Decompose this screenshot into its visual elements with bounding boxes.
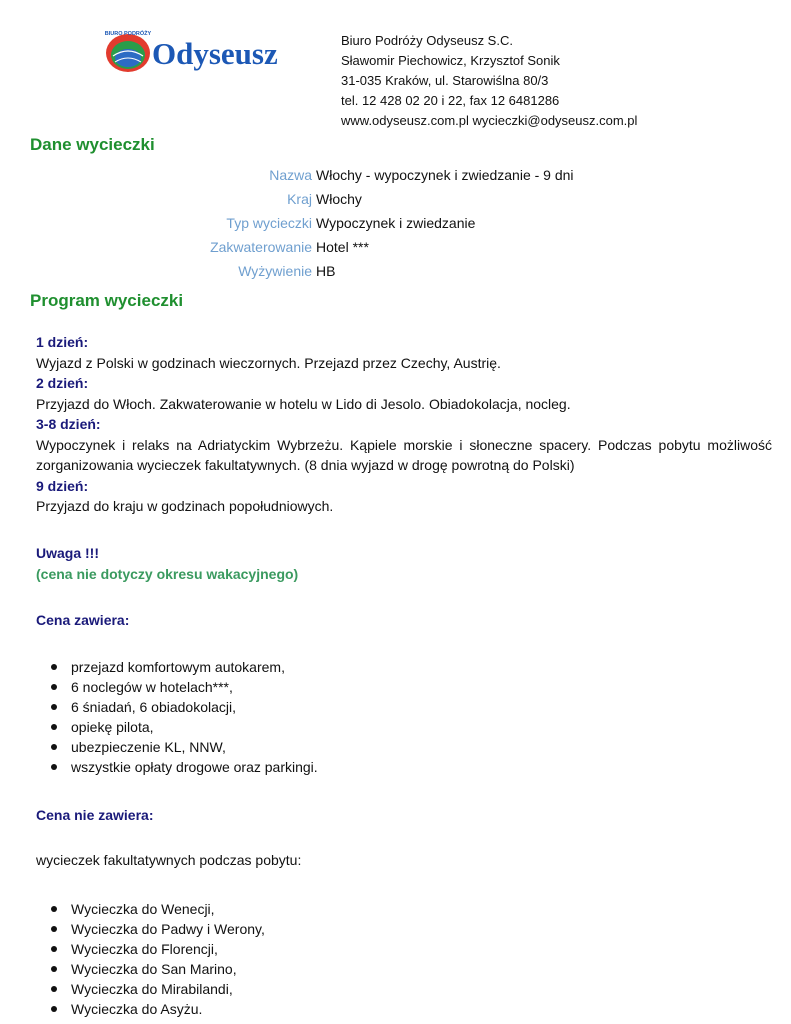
odyseusz-logo	[104, 26, 304, 78]
details-label: Nazwa	[269, 167, 312, 183]
excludes-list	[36, 899, 265, 1019]
details-label: Wyżywienie	[238, 263, 312, 279]
details-label: Zakwaterowanie	[210, 239, 312, 255]
day-text: Wyjazd z Polski w godzinach wieczornych. Przejazd przez Czechy, Austrię.	[36, 354, 501, 371]
price-warning	[36, 543, 298, 585]
list-item: Wycieczka do Wenecji,	[36, 899, 265, 919]
logo-graphic	[104, 26, 304, 78]
warning-note: (cena nie dotyczy okresu wakacyjnego)	[36, 566, 299, 582]
day-text: Przyjazd do Włoch. Zakwaterowanie w hotelu w Lido di Jesolo. Obiadokolacja, nocleg.	[36, 395, 571, 412]
day-title: 9 dzień:	[36, 477, 89, 494]
list-item: Wycieczka do Padwy i Werony,	[36, 919, 265, 939]
details-table	[30, 163, 650, 283]
details-row-country	[30, 187, 650, 211]
program-heading: Program wycieczki	[30, 291, 184, 310]
company-web-email[interactable]: www.odyseusz.com.pl wycieczki@odyseusz.com.pl	[341, 113, 638, 128]
includes-list	[36, 657, 318, 777]
details-row-board	[30, 259, 650, 283]
list-item: opiekę pilota,	[36, 717, 318, 737]
list-item: Wycieczka do Asyżu.	[36, 999, 265, 1019]
list-item: Wycieczka do Florencji,	[36, 939, 265, 959]
company-info	[341, 31, 637, 131]
svg-text:Odyseusz: Odyseusz	[152, 36, 278, 71]
includes-heading: Cena zawiera:	[36, 612, 130, 628]
warning-title: Uwaga !!!	[36, 545, 99, 561]
company-address: 31-035 Kraków, ul. Starowiślna 80/3	[341, 73, 549, 88]
details-value: HB	[316, 263, 336, 279]
details-row-accommodation	[30, 235, 650, 259]
list-item: przejazd komfortowym autokarem,	[36, 657, 318, 677]
day-text: Wypoczynek i relaks na Adriatyckim Wybrzeżu. Kąpiele morskie i słoneczne spacery. Podczas pobytu możliwość zorganizowania wycieczek fakultatywnych. (8 dnia wyjazd w drogę powrotną do Polski)	[36, 436, 772, 473]
details-row-name	[30, 163, 650, 187]
details-heading: Dane wycieczki	[30, 135, 155, 154]
details-value: Włochy	[316, 191, 362, 207]
details-value: Włochy - wypoczynek i zwiedzanie - 9 dni	[316, 167, 574, 183]
list-item: wszystkie opłaty drogowe oraz parkingi.	[36, 757, 318, 777]
svg-text:BIURO PODRÓŻY: BIURO PODRÓŻY	[104, 31, 152, 37]
details-label: Kraj	[287, 191, 312, 207]
list-item: 6 śniadań, 6 obiadokolacji,	[36, 697, 318, 717]
details-value: Wypoczynek i zwiedzanie	[316, 215, 476, 231]
day-title: 3-8 dzień:	[36, 416, 101, 432]
details-label: Typ wycieczki	[226, 215, 312, 231]
details-value: Hotel ***	[316, 239, 369, 255]
list-item: ubezpieczenie KL, NNW,	[36, 737, 318, 757]
day-text: Przyjazd do kraju w godzinach popołudniowych.	[36, 498, 334, 514]
company-phone: tel. 12 428 02 20 i 22, fax 12 6481286	[341, 93, 560, 108]
excludes-heading: Cena nie zawiera:	[36, 807, 154, 823]
company-name: Biuro Podróży Odyseusz S.C.	[341, 33, 513, 48]
day-title: 2 dzień:	[36, 375, 89, 391]
list-item: Wycieczka do San Marino,	[36, 959, 265, 979]
company-owners: Sławomir Piechowicz, Krzysztof Sonik	[341, 53, 560, 68]
details-row-type	[30, 211, 650, 235]
day-title: 1 dzień:	[36, 334, 89, 350]
excludes-intro: wycieczek fakultatywnych podczas pobytu:	[36, 852, 302, 868]
program-days	[36, 332, 772, 517]
list-item: 6 noclegów w hotelach***,	[36, 677, 318, 697]
list-item: Wycieczka do Mirabilandi,	[36, 979, 265, 999]
